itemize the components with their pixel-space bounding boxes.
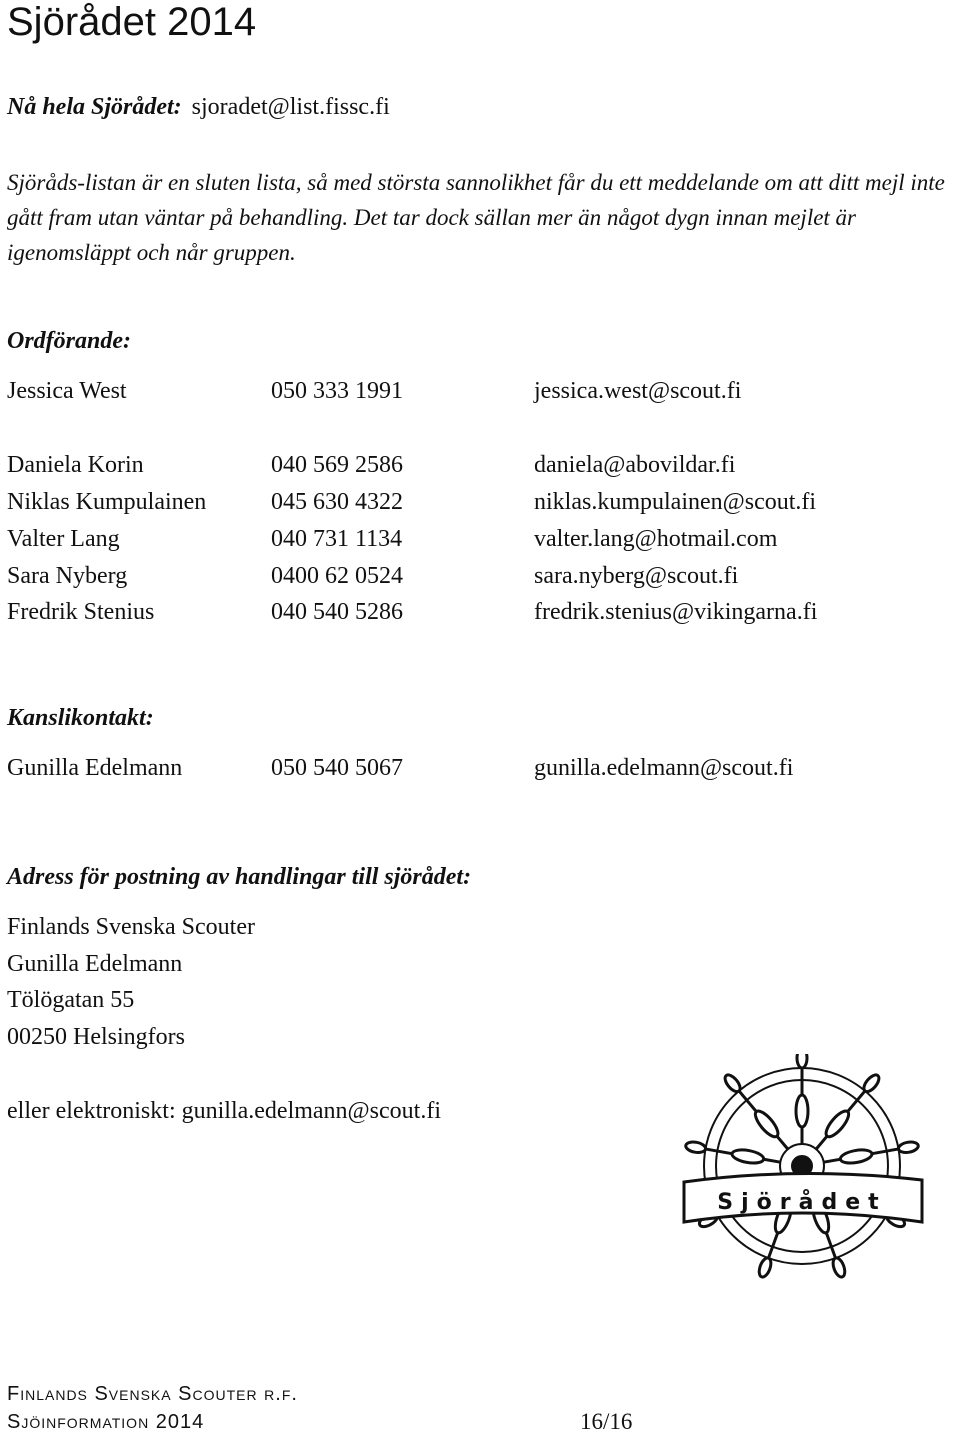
contact-phone: 040 540 5286 bbox=[271, 599, 403, 625]
postal-line: Tölögatan 55 bbox=[7, 987, 135, 1013]
postal-line: Finlands Svenska Scouter bbox=[7, 914, 255, 940]
contact-phone: 0400 62 0524 bbox=[271, 563, 403, 589]
page-number: 16/16 bbox=[580, 1409, 633, 1434]
contact-name: Valter Lang bbox=[7, 526, 120, 552]
chair-heading: Ordförande: bbox=[7, 328, 131, 354]
contact-email[interactable]: niklas.kumpulainen@scout.fi bbox=[534, 489, 817, 515]
postal-line: Gunilla Edelmann bbox=[7, 951, 183, 977]
contact-name: Daniela Korin bbox=[7, 452, 144, 478]
contact-email[interactable]: sara.nyberg@scout.fi bbox=[534, 563, 739, 589]
contact-email[interactable]: gunilla.edelmann@scout.fi bbox=[534, 755, 794, 781]
postal-line: 00250 Helsingfors bbox=[7, 1024, 185, 1050]
page-title: Sjörådet 2014 bbox=[7, 0, 257, 44]
contact-name: Gunilla Edelmann bbox=[7, 755, 183, 781]
contact-email[interactable]: jessica.west@scout.fi bbox=[534, 378, 742, 404]
contact-name: Niklas Kumpulainen bbox=[7, 489, 207, 515]
logo-text: Sjörådet bbox=[717, 1190, 887, 1215]
electronic-address: eller elektroniskt: gunilla.edelmann@scout.fi bbox=[7, 1098, 441, 1124]
contact-name: Jessica West bbox=[7, 378, 127, 404]
footer-document: Sjöinformation 2014 bbox=[7, 1411, 205, 1433]
contact-phone: 040 731 1134 bbox=[271, 526, 403, 552]
ship-wheel-icon bbox=[676, 1054, 928, 1290]
contact-phone: 040 569 2586 bbox=[271, 452, 403, 478]
contact-name: Fredrik Stenius bbox=[7, 599, 155, 625]
contact-phone: 050 540 5067 bbox=[271, 755, 403, 781]
contact-phone: 045 630 4322 bbox=[271, 489, 403, 515]
office-heading: Kanslikontakt: bbox=[7, 705, 154, 731]
contact-email[interactable]: valter.lang@hotmail.com bbox=[534, 526, 778, 552]
reach-all-line bbox=[7, 94, 390, 121]
reach-all-label: Nå hela Sjörådet: bbox=[7, 94, 182, 120]
contact-email[interactable]: daniela@abovildar.fi bbox=[534, 452, 736, 478]
contact-phone: 050 333 1991 bbox=[271, 378, 403, 404]
postal-heading: Adress för postning av handlingar till sjörådet: bbox=[7, 864, 472, 890]
contact-email[interactable]: fredrik.stenius@vikingarna.fi bbox=[534, 599, 818, 625]
contact-name: Sara Nyberg bbox=[7, 563, 128, 589]
intro-paragraph: Sjöråds-listan är en sluten lista, så med största sannolikhet får du ett meddelande om att ditt mejl inte gått fram utan väntar på behandling. Det tar dock sällan mer än något dygn innan mejlet är igenomsläppt och når gruppen. bbox=[7, 170, 945, 265]
footer-organization: Finlands Svenska Scouter r.f. bbox=[7, 1383, 298, 1405]
mailing-list-address[interactable]: sjoradet@list.fissc.fi bbox=[191, 94, 390, 120]
